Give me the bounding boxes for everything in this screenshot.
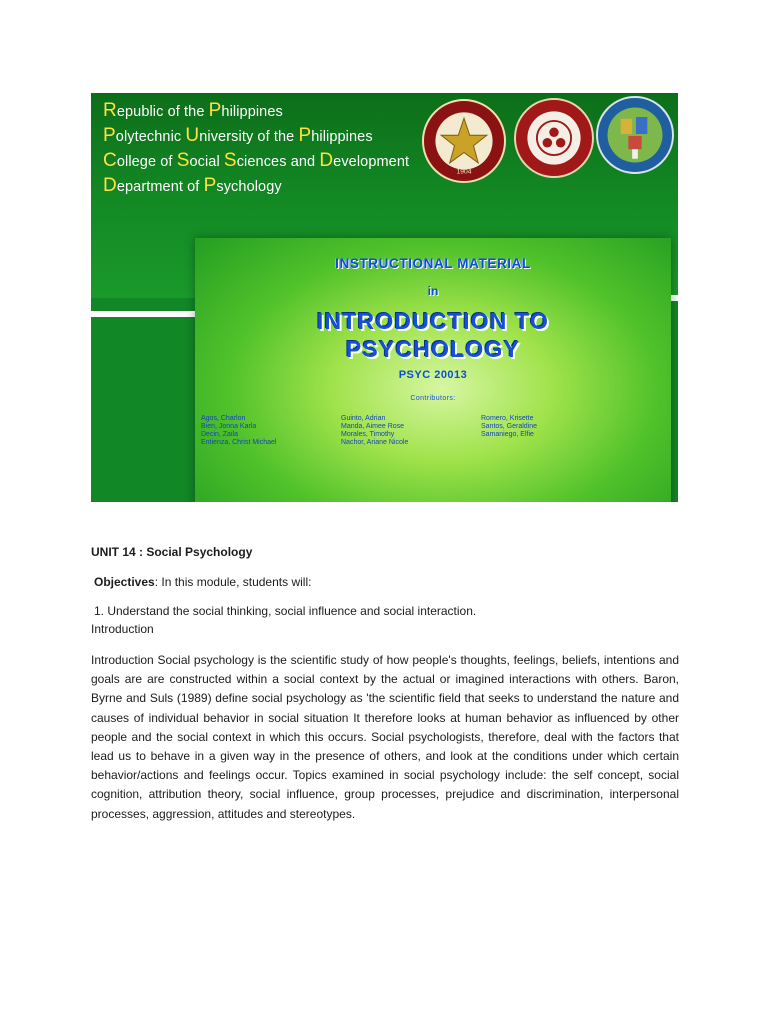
institution-line-2: Polytechnic University of the Philippines [103,125,373,146]
cover-banner [91,93,678,502]
unit-title: UNIT 14 : Social Psychology [91,545,253,559]
contributor-name: Samaniego, Elfie [481,431,534,438]
university-seal-icon [422,99,506,183]
contributor-name: Morales, Timothy [341,431,395,438]
objectives-text: : In this module, students will: [154,575,312,589]
contributors-column-1 [201,415,276,447]
contributor-name: Santos, Geraldine [481,423,538,430]
contributor-name: Agos, Charlon [201,415,246,422]
college-seal-icon [514,98,594,178]
introduction-paragraph: Introduction Social psychology is the scientific study of how people's thoughts, feelings, beliefs, intentions and goals are are constructed within a social context by the actual or imagined interactions with others. Baron, Byrne and Suls (1989) define social psychology as 'the scientific field that seeks to understand the nature and causes of individual behavior in social situation It therefore looks at human behavior as influenced by other people and the social context in which this occurs. Social psychologists, therefore, deal with the factors that lead us to behave in a given way in the presence of others, and look at the conditions under which certain behavior/actions and feelings occur. Topics examined in social psychology include: the self concept, social cognition, attribution theory, social influence, group processes, prejudice and discrimination, interpersonal processes, aggression, attitudes and stereotypes. [91,653,679,821]
contributors-column-3 [481,415,537,439]
course-code: PSYC 20013 [398,369,468,381]
institution-line-1: Republic of the Philippines [103,100,283,121]
institution-line-3: College of Social Sciences and Development [103,150,410,171]
department-seal-icon [596,96,674,174]
contributors-label: Contributors: [410,395,456,402]
contributor-name: Manda, Aimee Rose [341,423,405,430]
objectives-line [94,575,682,589]
contributor-name: Entienza, Christ Michael [201,439,277,446]
contributor-name: Decin, Zaila [201,431,238,438]
contributor-name: Nachor, Ariane Nicole [341,439,409,446]
contributor-name: Guinto, Adrian [341,415,386,422]
cover-title-main-1: INTRODUCTION TO [316,308,550,334]
institution-line-4: Department of Psychology [103,175,282,196]
cover-title-in: in [427,284,439,298]
cover-title-main-2: PSYCHOLOGY [345,336,521,362]
cover-title-top: INSTRUCTIONAL MATERIAL [335,256,531,271]
institution-lines [91,99,409,199]
contributor-name: Romero, Krisette [481,415,534,422]
contributor-name: Bien, Jonna Karla [201,423,257,430]
introduction-heading: Introduction [91,622,154,636]
objective-item: 1. Understand the social thinking, social influence and social interaction. [94,604,477,618]
objectives-label: Objectives [94,575,155,589]
seal-year: 1904 [456,168,472,176]
contributors-column-2 [341,415,408,447]
